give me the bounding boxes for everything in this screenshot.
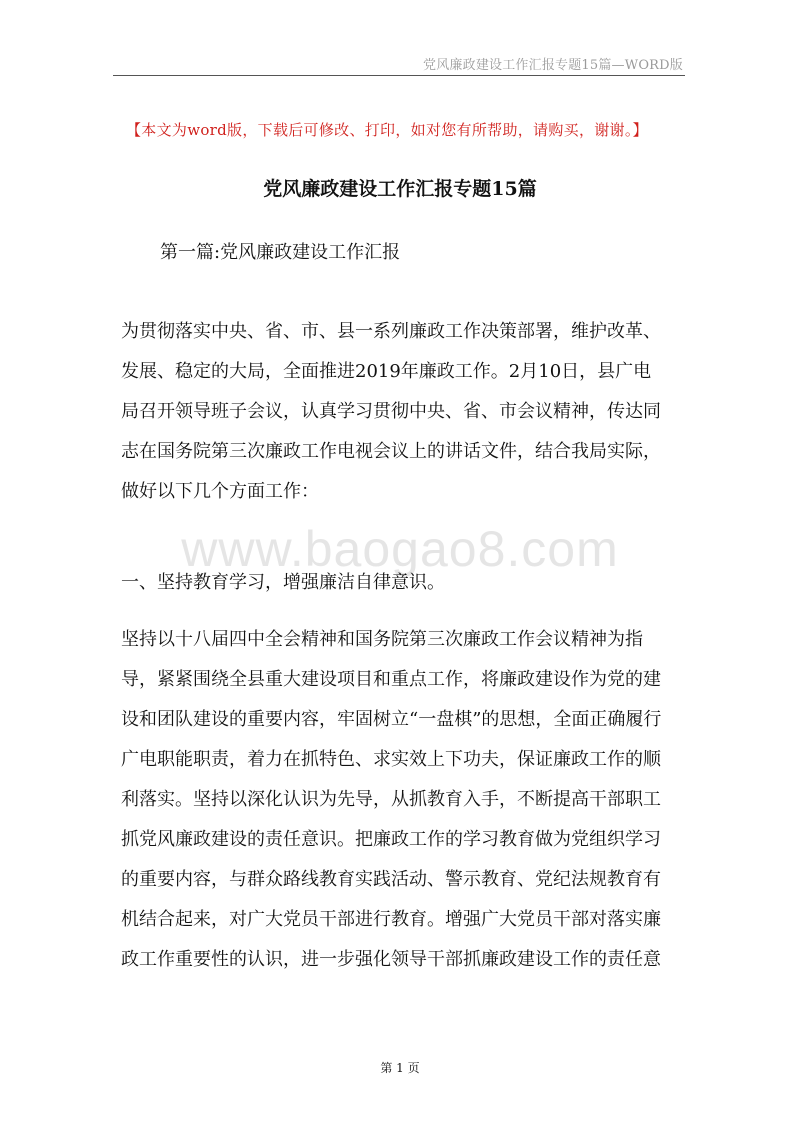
paragraph-line: 抓党风廉政建设的责任意识。把廉政工作的学习教育做为党组织学习 xyxy=(121,829,661,850)
paragraph-line: 机结合起来，对广大党员干部进行教育。增强广大党员干部对落实廉 xyxy=(121,909,661,930)
paragraph-line: 志在国务院第三次廉政工作电视会议上的讲话文件，结合我局实际， xyxy=(121,441,661,462)
purchase-notice: 【本文为word版，下载后可修改、打印，如对您有所帮助，请购买，谢谢。】 xyxy=(126,121,648,139)
paragraph-2 xyxy=(121,620,687,980)
paragraph-line: 局召开领导班子会议，认真学习贯彻中央、省、市会议精神，传达同 xyxy=(121,401,661,422)
page-number: 第 1 页 xyxy=(380,1061,420,1075)
subheading-1: 一、坚持教育学习，增强廉洁自律意识。 xyxy=(121,572,445,593)
paragraph-line: 设和团队建设的重要内容，牢固树立“一盘棋”的思想，全面正确履行 xyxy=(121,709,662,730)
section-title: 第一篇:党风廉政建设工作汇报 xyxy=(160,242,401,263)
paragraph-line: 为贯彻落实中央、省、市、县一系列廉政工作决策部署，维护改革、 xyxy=(121,321,661,342)
running-header: 党风廉政建设工作汇报专题15篇—WORD版 xyxy=(423,58,683,73)
paragraph-line: 做好以下几个方面工作： xyxy=(121,481,319,502)
paragraph-line: 发展、稳定的大局，全面推进2019年廉政工作。2月10日，县广电 xyxy=(121,361,652,382)
header-rule xyxy=(113,75,685,76)
paragraph-line: 政工作重要性的认识，进一步强化领导干部抓廉政建设工作的责任意 xyxy=(121,949,661,970)
watermark: www.baogao8.com xyxy=(181,521,619,577)
paragraph-line: 导，紧紧围绕全县重大建设项目和重点工作，将廉政建设作为党的建 xyxy=(121,669,661,690)
document-title: 党风廉政建设工作汇报专题15篇 xyxy=(263,178,537,200)
paragraph-line: 的重要内容，与群众路线教育实践活动、警示教育、党纪法规教育有 xyxy=(121,869,661,890)
paragraph-1 xyxy=(121,312,687,512)
paragraph-line: 利落实。坚持以深化认识为先导，从抓教育入手，不断提高干部职工 xyxy=(121,789,661,810)
paragraph-line: 广电职能职责，着力在抓特色、求实效上下功夫，保证廉政工作的顺 xyxy=(121,749,661,770)
paragraph-line: 坚持以十八届四中全会精神和国务院第三次廉政工作会议精神为指 xyxy=(121,629,643,650)
